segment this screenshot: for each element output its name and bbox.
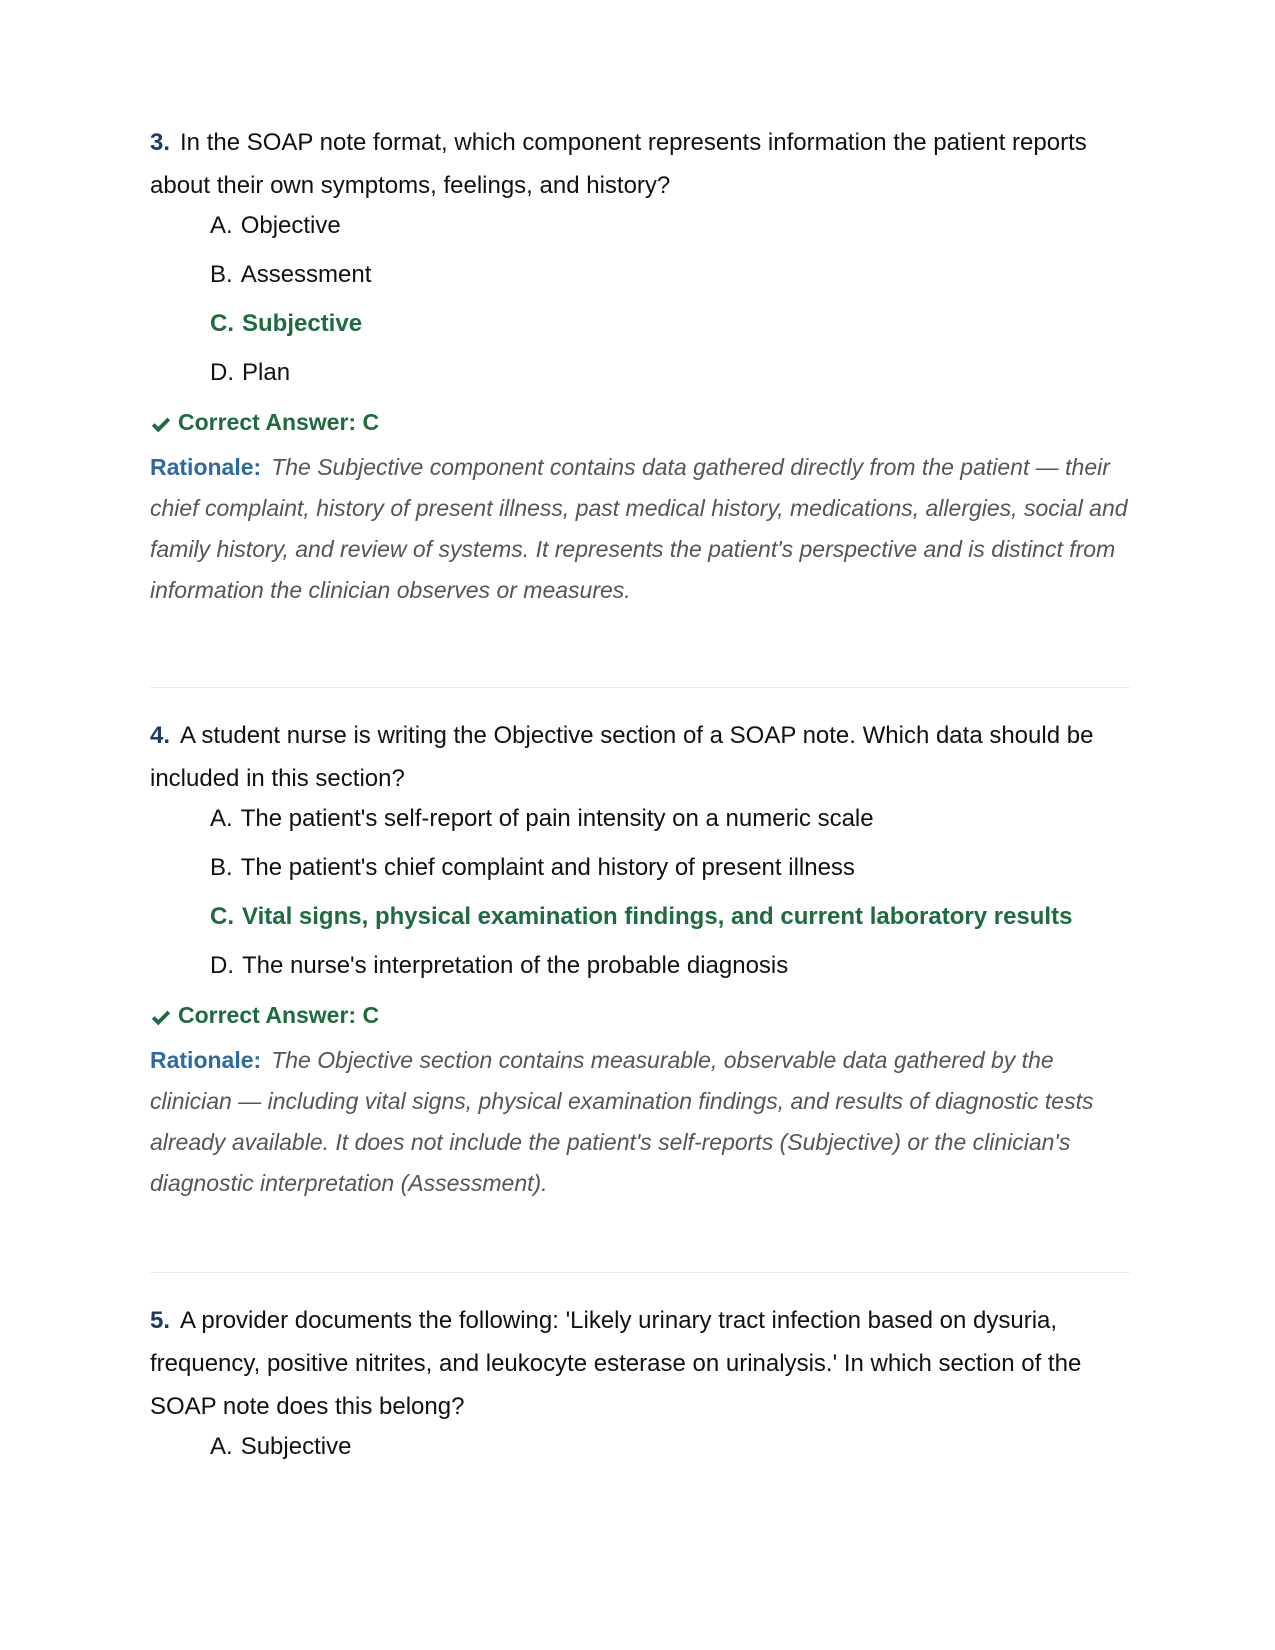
rationale-text: The Objective section contains measurable, observable data gathered by the clinician — including vital signs, physical examination findings, and results of diagnostic tests already available. It does not include the patient's self-reports (Subjective) or the clinician's diagnostic interpretation (Assessment). (150, 1047, 1094, 1196)
question-text (150, 121, 1130, 207)
question-text (150, 714, 1130, 800)
option-a (210, 1432, 1130, 1462)
option-letter: A. (210, 1433, 233, 1460)
quiz-page (150, 121, 1130, 1481)
option-d (210, 358, 1130, 388)
option-text: Subjective (240, 1433, 352, 1460)
option-text: Subjective (242, 310, 363, 337)
question-number: 4. (150, 722, 171, 749)
option-a (210, 211, 1130, 241)
option-text: Objective (240, 212, 341, 239)
rationale-label: Rationale: (150, 454, 262, 480)
option-text: Vital signs, physical examination findings, and current laboratory results (242, 903, 1073, 930)
option-letter: A. (210, 805, 233, 832)
checkmark-icon (150, 1007, 172, 1029)
option-b (210, 853, 1130, 883)
option-letter: B. (210, 854, 233, 881)
option-letter: A. (210, 212, 233, 239)
question-text (150, 1299, 1130, 1428)
option-d (210, 951, 1130, 981)
question-number: 5. (150, 1307, 171, 1334)
option-text: Plan (242, 359, 291, 386)
option-c-correct (210, 902, 1130, 932)
option-a (210, 804, 1130, 834)
correct-answer (150, 1000, 1130, 1030)
answer-options (210, 211, 1130, 388)
option-text: The patient's chief complaint and history of present illness (240, 854, 855, 881)
rationale-text: The Subjective component contains data gathered directly from the patient — their chief complaint, history of present illness, past medical history, medications, allergies, social and family history, and review of systems. It represents the patient's perspective and is distinct from information the clinician observes or measures. (150, 454, 1128, 603)
option-c-correct (210, 309, 1130, 339)
correct-answer (150, 407, 1130, 437)
rationale (150, 1040, 1130, 1204)
question-number: 3. (150, 129, 171, 156)
option-text: Assessment (240, 261, 372, 288)
correct-answer-text: Correct Answer: C (178, 1002, 380, 1028)
answer-options (210, 804, 1130, 981)
option-b (210, 260, 1130, 290)
option-text: The patient's self-report of pain intensity on a numeric scale (240, 805, 874, 832)
option-text: The nurse's interpretation of the probable diagnosis (242, 952, 789, 979)
answer-options (210, 1432, 1130, 1462)
rationale-label: Rationale: (150, 1047, 262, 1073)
question-5 (150, 1299, 1130, 1462)
question-3 (150, 121, 1130, 611)
correct-answer-text: Correct Answer: C (178, 409, 380, 435)
option-letter: C. (210, 903, 234, 930)
question-prompt: A provider documents the following: 'Likely urinary tract infection based on dysuria, frequency, positive nitrites, and leukocyte esterase on urinalysis.' In which section of the SOAP note does this belong? (150, 1307, 1082, 1420)
option-letter: C. (210, 310, 234, 337)
checkmark-icon (150, 414, 172, 436)
question-divider (150, 1272, 1130, 1273)
option-letter: B. (210, 261, 233, 288)
question-prompt: In the SOAP note format, which component represents information the patient reports about their own symptoms, feelings, and history? (150, 129, 1087, 199)
question-divider (150, 687, 1130, 688)
question-4 (150, 714, 1130, 1204)
question-prompt: A student nurse is writing the Objective section of a SOAP note. Which data should be included in this section? (150, 722, 1094, 792)
option-letter: D. (210, 359, 234, 386)
option-letter: D. (210, 952, 234, 979)
rationale (150, 447, 1130, 611)
